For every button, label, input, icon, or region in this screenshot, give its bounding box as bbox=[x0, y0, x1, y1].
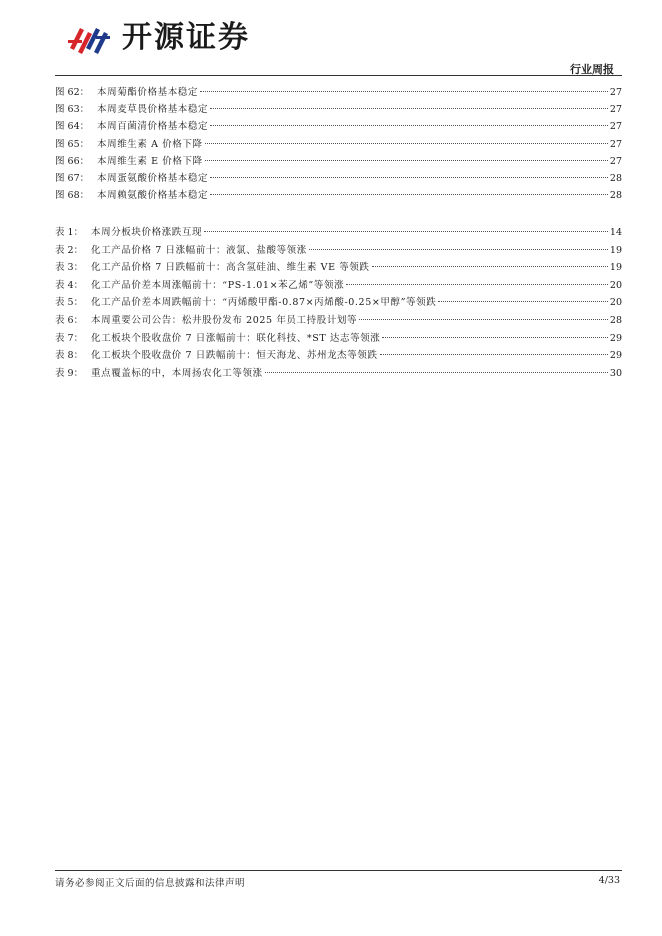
table-list bbox=[55, 224, 622, 382]
toc-entry-table-1[interactable] bbox=[55, 224, 622, 242]
toc-entry-number: 图 62： bbox=[55, 87, 90, 98]
toc-entry-number: 图 67： bbox=[55, 172, 90, 184]
header-divider bbox=[55, 75, 622, 76]
toc-entry-page: 19 bbox=[609, 244, 622, 256]
toc-entry-title: 本周百菌清价格基本稳定 bbox=[97, 121, 209, 133]
toc-entry-number: 表 1： bbox=[55, 227, 84, 238]
toc-entry-title: 重点覆盖标的中，本周扬农化工等领涨 bbox=[91, 367, 263, 379]
footer-disclaimer: 请务必参阅正文后面的信息披露和法律声明 bbox=[55, 878, 246, 889]
toc-entry-table-7[interactable] bbox=[55, 330, 622, 348]
toc-entry-number: 图 66： bbox=[55, 155, 90, 167]
toc-entry-number: 图 65： bbox=[55, 138, 90, 150]
toc-entry-title: 本周蛋氨酸价格基本稳定 bbox=[97, 172, 209, 184]
logo-text: 开源证券 bbox=[122, 20, 250, 55]
toc-entry-title: 化工板块个股收盘价 7 日涨幅前十：联化科技、*ST 达志等领涨 bbox=[91, 332, 381, 344]
toc-entry-title: 本周赖氨酸价格基本稳定 bbox=[97, 190, 209, 202]
toc-entry-page: 28 bbox=[609, 190, 622, 202]
toc-entry-page: 27 bbox=[609, 155, 622, 167]
dot-leader bbox=[346, 284, 608, 285]
dot-leader bbox=[210, 177, 608, 178]
dot-leader bbox=[372, 266, 608, 267]
figure-list bbox=[55, 84, 622, 204]
toc-entry-page: 30 bbox=[609, 367, 622, 379]
toc-entry-table-3[interactable] bbox=[55, 259, 622, 277]
dot-leader bbox=[204, 231, 608, 232]
toc-entry-table-9[interactable] bbox=[55, 365, 622, 383]
toc-entry-page: 27 bbox=[609, 87, 622, 98]
toc-entry-page: 19 bbox=[609, 262, 622, 274]
toc-entry-table-8[interactable] bbox=[55, 347, 622, 365]
toc-entry-number: 表 6： bbox=[55, 314, 84, 326]
dot-leader bbox=[380, 354, 608, 355]
dot-leader bbox=[210, 125, 608, 126]
toc-entry-page: 14 bbox=[609, 227, 622, 238]
dot-leader bbox=[205, 143, 608, 144]
toc-entry-title: 本周分板块价格涨跌互现 bbox=[91, 227, 203, 238]
toc-entry-number: 图 64： bbox=[55, 121, 90, 133]
toc-entry-title: 化工产品价格 7 日跌幅前十：高含氢硅油、维生素 VE 等领跌 bbox=[91, 262, 370, 274]
toc-entry-page: 29 bbox=[609, 350, 622, 362]
toc-entry-title: 化工产品价格 7 日涨幅前十：液氯、盐酸等领涨 bbox=[91, 244, 307, 256]
toc-entry-title: 化工板块个股收盘价 7 日跌幅前十：恒天海龙、苏州龙杰等领跌 bbox=[91, 350, 378, 362]
toc-entry-figure-63[interactable] bbox=[55, 101, 622, 118]
toc-entry-page: 29 bbox=[609, 332, 622, 344]
toc-entry-figure-66[interactable] bbox=[55, 153, 622, 170]
dot-leader bbox=[205, 160, 608, 161]
dot-leader bbox=[438, 301, 608, 302]
page-number: 4/33 bbox=[598, 875, 620, 886]
toc-entry-figure-67[interactable] bbox=[55, 170, 622, 187]
toc-entry-title: 本周维生素 E 价格下降 bbox=[97, 155, 203, 167]
toc-entry-number: 表 8： bbox=[55, 350, 84, 362]
dot-leader bbox=[200, 91, 608, 92]
toc-entry-number: 表 4： bbox=[55, 279, 84, 291]
toc-entry-figure-64[interactable] bbox=[55, 118, 622, 135]
toc-entry-page: 28 bbox=[609, 172, 622, 184]
toc-entry-table-2[interactable] bbox=[55, 242, 622, 260]
toc-entry-figure-65[interactable] bbox=[55, 136, 622, 153]
toc-entry-page: 20 bbox=[609, 279, 622, 291]
toc-entry-number: 图 68： bbox=[55, 190, 90, 202]
toc-entry-title: 化工产品价差本周涨幅前十：“PS-1.01×苯乙烯”等领涨 bbox=[91, 279, 345, 291]
toc-entry-figure-68[interactable] bbox=[55, 187, 622, 204]
dot-leader bbox=[382, 337, 608, 338]
toc-entry-table-4[interactable] bbox=[55, 277, 622, 295]
toc-entry-page: 27 bbox=[609, 104, 622, 116]
toc-entry-number: 表 3： bbox=[55, 262, 84, 274]
dot-leader bbox=[359, 319, 608, 320]
logo-mark-icon bbox=[66, 18, 116, 58]
toc-entry-number: 图 63： bbox=[55, 104, 90, 116]
section-label: 行业周报 bbox=[570, 63, 614, 76]
footer-divider bbox=[55, 870, 622, 871]
toc-entry-page: 20 bbox=[609, 297, 622, 309]
page-header bbox=[0, 0, 662, 80]
toc-entry-title: 本周重要公司公告：松井股份发布 2025 年员工持股计划等 bbox=[91, 314, 358, 326]
dot-leader bbox=[210, 108, 608, 109]
toc-entry-table-6[interactable] bbox=[55, 312, 622, 330]
toc-entry-number: 表 9： bbox=[55, 367, 84, 379]
toc-entry-page: 28 bbox=[609, 314, 622, 326]
toc-entry-title: 本周维生素 A 价格下降 bbox=[97, 138, 203, 150]
dot-leader bbox=[210, 194, 608, 195]
kaiyuan-securities-logo bbox=[66, 18, 250, 58]
toc-entry-figure-62[interactable] bbox=[55, 84, 622, 101]
toc-entry-number: 表 7： bbox=[55, 332, 84, 344]
toc-entry-title: 本周麦草畏价格基本稳定 bbox=[97, 104, 209, 116]
dot-leader bbox=[309, 249, 608, 250]
toc-entry-title: 化工产品价差本周跌幅前十：“丙烯酸甲酯-0.87×丙烯酸-0.25×甲醇”等领跌 bbox=[91, 297, 437, 309]
toc-entry-page: 27 bbox=[609, 121, 622, 133]
toc-entry-number: 表 5： bbox=[55, 297, 84, 309]
toc-entry-title: 本周菊酯价格基本稳定 bbox=[97, 87, 199, 98]
toc-entry-table-5[interactable] bbox=[55, 294, 622, 312]
dot-leader bbox=[265, 372, 608, 373]
toc-entry-page: 27 bbox=[609, 138, 622, 150]
toc-entry-number: 表 2： bbox=[55, 244, 84, 256]
